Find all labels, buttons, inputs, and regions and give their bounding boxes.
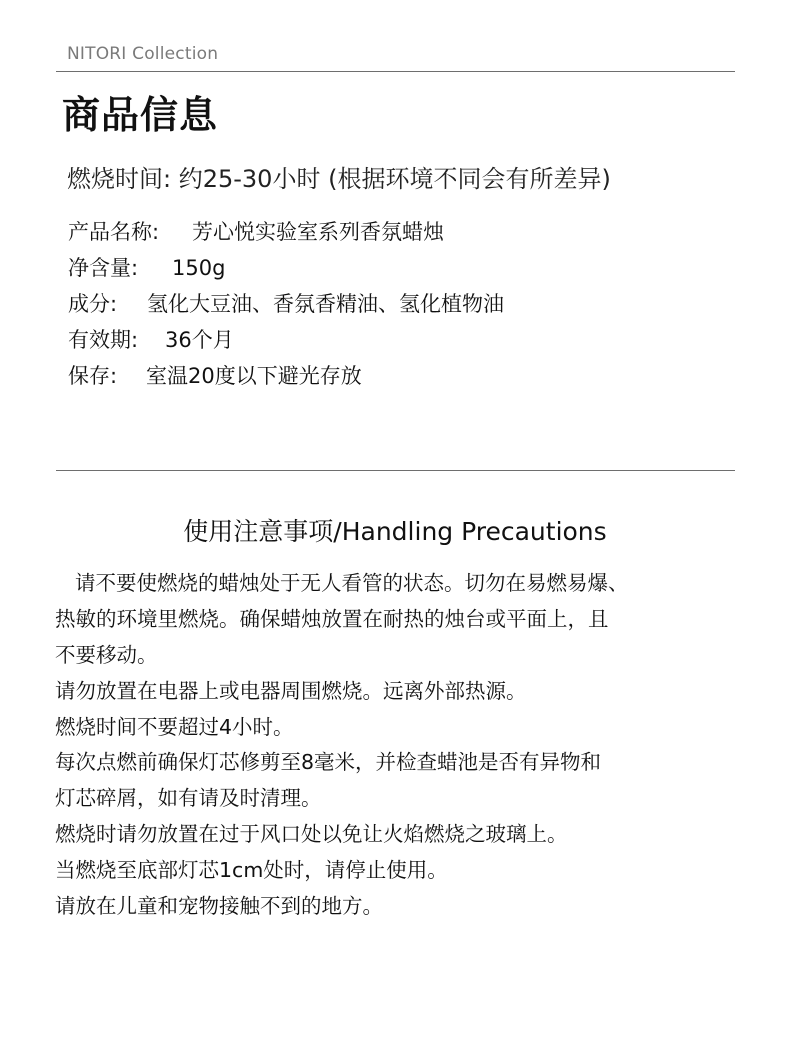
burn-time-text: 燃烧时间: 约25-30小时 (根据环境不同会有所差异) bbox=[67, 165, 611, 193]
brand-label: NITORI Collection bbox=[67, 44, 219, 64]
precautions-title: 使用注意事项/Handling Precautions bbox=[183, 517, 607, 546]
spec-row-shelf-life bbox=[68, 322, 504, 358]
precaution-line: 每次点燃前确保灯芯修剪至8毫米，并检查蜡池是否有异物和 bbox=[55, 750, 602, 775]
precaution-line: 请不要使燃烧的蜡烛处于无人看管的状态。切勿在易燃易爆、 bbox=[75, 571, 629, 595]
spec-value: 36个月 bbox=[165, 328, 234, 352]
precaution-line: 不要移动。 bbox=[55, 642, 158, 667]
spec-label: 有效期: bbox=[68, 328, 139, 352]
precaution-line: 请放在儿童和宠物接触不到的地方。 bbox=[55, 894, 383, 919]
spec-value: 芳心悦实验室系列香氛蜡烛 bbox=[192, 220, 444, 244]
spec-row-storage bbox=[68, 358, 504, 394]
precaution-line: 热敏的环境里燃烧。确保蜡烛放置在耐热的烛台或平面上，且 bbox=[55, 606, 609, 631]
spec-label: 成分: bbox=[68, 292, 118, 316]
precaution-line: 燃烧时间不要超过4小时。 bbox=[55, 714, 294, 739]
section-divider bbox=[56, 470, 735, 471]
precaution-line: 当燃烧至底部灯芯1cm处时，请停止使用。 bbox=[55, 858, 448, 883]
precaution-line: 燃烧时请勿放置在过于风口处以免让火焰燃烧之玻璃上。 bbox=[55, 822, 568, 847]
spec-label: 产品名称: bbox=[68, 220, 160, 244]
spec-row-ingredients bbox=[68, 286, 504, 322]
spec-row-product-name bbox=[68, 214, 504, 250]
spec-row-net-weight bbox=[68, 250, 504, 286]
precaution-line: 请勿放置在电器上或电器周围燃烧。远离外部热源。 bbox=[55, 678, 527, 703]
page-title: 商品信息 bbox=[62, 93, 219, 137]
spec-list bbox=[68, 214, 504, 394]
spec-label: 净含量: bbox=[68, 256, 139, 280]
spec-value: 氢化大豆油、香氛香精油、氢化植物油 bbox=[147, 292, 504, 316]
spec-value: 室温20度以下避光存放 bbox=[146, 364, 362, 388]
top-divider bbox=[56, 71, 735, 72]
precaution-line: 灯芯碎屑，如有请及时清理。 bbox=[55, 786, 322, 811]
precautions-list bbox=[55, 566, 755, 925]
spec-label: 保存: bbox=[68, 364, 118, 388]
spec-value: 150g bbox=[172, 256, 226, 280]
